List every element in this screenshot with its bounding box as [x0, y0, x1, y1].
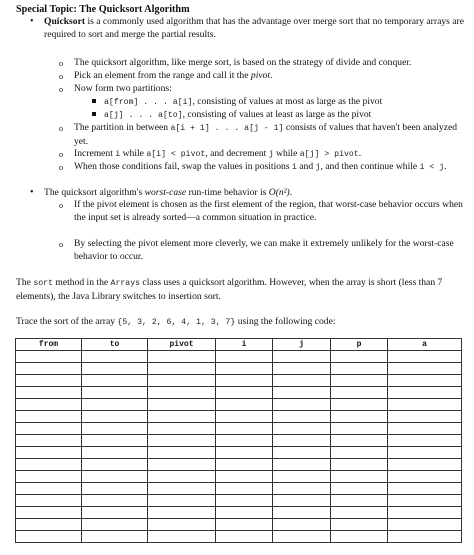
table-cell[interactable] — [331, 351, 388, 363]
var-i: i — [115, 150, 121, 159]
sort-method-code: sort — [33, 279, 53, 288]
table-cell[interactable] — [273, 531, 331, 543]
swap-text: . — [444, 161, 447, 172]
table-row — [16, 447, 462, 459]
decrement-condition: a[j] > pivot — [299, 150, 359, 159]
pivot-term: pivot — [250, 70, 271, 81]
partition-low-code: a[from] . . . a[i] — [104, 98, 193, 107]
trace-text: using the following code: — [235, 316, 336, 327]
partition-high-text: , consisting of values at least as large as the pivot — [182, 109, 372, 120]
intro-text: is a commonly used algorithm that has the advantage over merge sort that no temporary arrays are required to sort and merge the partial results. — [44, 16, 464, 40]
table-row — [16, 387, 462, 399]
table-cell[interactable] — [16, 483, 82, 495]
loop-condition: i < j — [419, 163, 445, 172]
table-cell[interactable] — [331, 387, 388, 399]
table-cell[interactable] — [148, 423, 216, 435]
step-swap — [74, 160, 472, 174]
table-cell[interactable] — [16, 399, 82, 411]
header-j: j — [273, 339, 331, 351]
table-cell[interactable] — [331, 363, 388, 375]
table-cell[interactable] — [388, 399, 462, 411]
table-cell[interactable] — [388, 411, 462, 423]
table-cell[interactable] — [82, 519, 148, 531]
bullet-dot: • — [30, 187, 34, 198]
table-cell[interactable] — [16, 459, 82, 471]
table-cell[interactable] — [16, 531, 82, 543]
worst-case-detail-2: By selecting the pivot element more cleverly, we can make it extremely unlikely for the worst-case behavior to occur. — [74, 238, 454, 262]
table-cell[interactable] — [82, 507, 148, 519]
partition-low — [104, 95, 464, 109]
var-i: i — [291, 163, 297, 172]
table-cell[interactable] — [273, 399, 331, 411]
var-j: j — [315, 163, 321, 172]
step-pick-pivot-text: Pick an element from the range and call it the — [74, 70, 251, 81]
increment-text: . — [358, 148, 362, 159]
table-cell[interactable] — [216, 447, 273, 459]
table-cell[interactable] — [216, 351, 273, 363]
quicksort-term: Quicksort — [44, 16, 86, 27]
table-cell[interactable] — [388, 483, 462, 495]
table-cell[interactable] — [82, 483, 148, 495]
table-row — [16, 411, 462, 423]
step-form-partitions: Now form two partitions: — [74, 83, 172, 94]
middle-partition-code: a[i + 1] . . . a[j - 1] — [170, 124, 284, 133]
table-cell[interactable] — [148, 531, 216, 543]
table-cell[interactable] — [331, 471, 388, 483]
table-cell[interactable] — [82, 363, 148, 375]
table-cell[interactable] — [273, 435, 331, 447]
table-cell[interactable] — [82, 459, 148, 471]
table-cell[interactable] — [148, 351, 216, 363]
table-cell[interactable] — [273, 447, 331, 459]
partition-low-text: , consisting of values at most as large as the pivot — [192, 96, 383, 107]
increment-text: , and decrement — [205, 148, 269, 159]
header-to: to — [82, 339, 148, 351]
table-cell[interactable] — [216, 363, 273, 375]
table-cell[interactable] — [273, 495, 331, 507]
table-cell[interactable] — [148, 375, 216, 387]
table-cell[interactable] — [331, 507, 388, 519]
table-cell[interactable] — [273, 351, 331, 363]
middle-partition-pre: The partition in between — [74, 122, 171, 133]
table-row — [16, 375, 462, 387]
table-cell[interactable] — [273, 387, 331, 399]
table-row — [16, 495, 462, 507]
page-title: Special Topic: The Quicksort Algorithm — [16, 4, 190, 15]
table-cell[interactable] — [216, 375, 273, 387]
table-cell[interactable] — [16, 435, 82, 447]
square-bullet — [92, 99, 96, 103]
increment-condition: a[i] < pivot — [146, 150, 206, 159]
table-cell[interactable] — [82, 387, 148, 399]
worst-case-text: . — [289, 187, 293, 198]
middle-partition-post: consists of values that haven't been analyzed yet. — [74, 122, 458, 147]
table-header-row — [16, 339, 462, 351]
table-cell[interactable] — [148, 519, 216, 531]
swap-text: When those conditions fail, swap the values in positions — [74, 161, 292, 172]
table-cell[interactable] — [388, 507, 462, 519]
arrays-sort-paragraph — [16, 276, 464, 303]
table-cell[interactable] — [82, 435, 148, 447]
arrays-sort-text: method in the — [52, 277, 111, 288]
table-cell[interactable] — [388, 387, 462, 399]
table-cell[interactable] — [16, 495, 82, 507]
table-cell[interactable] — [82, 411, 148, 423]
circle-bullet: o — [59, 163, 63, 172]
table-cell[interactable] — [331, 375, 388, 387]
table-cell[interactable] — [148, 363, 216, 375]
table-cell[interactable] — [82, 495, 148, 507]
circle-bullet: o — [59, 85, 63, 94]
circle-bullet: o — [59, 59, 63, 68]
intro-paragraph — [44, 15, 464, 41]
table-row — [16, 363, 462, 375]
swap-text: and — [296, 161, 316, 172]
table-cell[interactable] — [216, 387, 273, 399]
table-cell[interactable] — [331, 483, 388, 495]
swap-text: , and then continue while — [320, 161, 420, 172]
arrays-class-code: Arrays — [110, 279, 141, 288]
increment-text: Increment — [74, 148, 116, 159]
table-row — [16, 435, 462, 447]
table-cell[interactable] — [148, 411, 216, 423]
table-cell[interactable] — [331, 519, 388, 531]
table-cell[interactable] — [273, 375, 331, 387]
table-cell[interactable] — [388, 363, 462, 375]
table-row — [16, 519, 462, 531]
table-cell[interactable] — [273, 459, 331, 471]
table-cell[interactable] — [388, 447, 462, 459]
table-cell[interactable] — [388, 375, 462, 387]
table-cell[interactable] — [16, 519, 82, 531]
table-cell[interactable] — [216, 495, 273, 507]
table-cell[interactable] — [16, 351, 82, 363]
table-cell[interactable] — [331, 399, 388, 411]
table-cell[interactable] — [16, 423, 82, 435]
table-cell[interactable] — [216, 459, 273, 471]
table-cell[interactable] — [331, 447, 388, 459]
table-cell[interactable] — [148, 435, 216, 447]
table-cell[interactable] — [273, 483, 331, 495]
header-pivot: pivot — [148, 339, 216, 351]
table-cell[interactable] — [16, 387, 82, 399]
table-cell[interactable] — [388, 519, 462, 531]
table-cell[interactable] — [148, 507, 216, 519]
table-row — [16, 507, 462, 519]
partition-high-code: a[j] . . . a[to] — [104, 111, 183, 120]
worst-case-text: run-time behavior is — [186, 187, 269, 198]
table-cell[interactable] — [331, 459, 388, 471]
table-cell[interactable] — [216, 411, 273, 423]
table-cell[interactable] — [331, 411, 388, 423]
table-cell[interactable] — [148, 447, 216, 459]
table-cell[interactable] — [273, 411, 331, 423]
table-cell[interactable] — [16, 471, 82, 483]
worst-case-detail-1: If the pivot element is chosen as the first element of the region, that worst-case behavior occurs when the input set is already sorted—a common situation in practice. — [74, 199, 463, 223]
table-cell[interactable] — [16, 507, 82, 519]
table-cell[interactable] — [216, 471, 273, 483]
header-p: p — [331, 339, 388, 351]
table-cell[interactable] — [82, 531, 148, 543]
step-divide-conquer: The quicksort algorithm, like merge sort, is based on the strategy of divide and conquer. — [74, 57, 412, 68]
table-cell[interactable] — [273, 519, 331, 531]
trace-instruction — [16, 315, 464, 329]
circle-bullet: o — [59, 124, 63, 133]
trace-table-body — [16, 351, 462, 543]
arrays-sort-text: The — [16, 277, 34, 288]
table-cell[interactable] — [388, 351, 462, 363]
trace-array-code: {5, 3, 2, 6, 4, 1, 3, 7} — [117, 318, 236, 327]
table-row — [16, 399, 462, 411]
square-bullet — [92, 112, 96, 116]
table-cell[interactable] — [16, 375, 82, 387]
table-row — [16, 351, 462, 363]
bullet-dot: • — [30, 16, 34, 27]
circle-bullet: o — [59, 72, 63, 81]
arrays-sort-text: class uses a quicksort algorithm. However, when the array is short (less than 7 elements), the Java Library switches to insertion sort. — [16, 277, 443, 302]
table-cell[interactable] — [216, 435, 273, 447]
table-cell[interactable] — [331, 435, 388, 447]
table-cell[interactable] — [388, 459, 462, 471]
table-cell[interactable] — [148, 399, 216, 411]
increment-text: while — [120, 148, 147, 159]
header-from: from — [16, 339, 82, 351]
table-cell[interactable] — [331, 495, 388, 507]
step-pick-pivot-end: . — [270, 70, 273, 81]
table-cell[interactable] — [82, 351, 148, 363]
table-row — [16, 459, 462, 471]
worst-case-text: The quicksort algorithm's — [44, 187, 145, 198]
table-cell[interactable] — [216, 423, 273, 435]
table-cell[interactable] — [216, 507, 273, 519]
table-row — [16, 471, 462, 483]
table-cell[interactable] — [216, 483, 273, 495]
table-row — [16, 483, 462, 495]
table-cell[interactable] — [82, 471, 148, 483]
table-cell[interactable] — [82, 423, 148, 435]
table-cell[interactable] — [148, 483, 216, 495]
worst-case-term: worst-case — [144, 187, 187, 198]
table-cell[interactable] — [148, 471, 216, 483]
table-cell[interactable] — [388, 471, 462, 483]
table-cell[interactable] — [82, 375, 148, 387]
table-cell[interactable] — [273, 363, 331, 375]
table-cell[interactable] — [388, 435, 462, 447]
table-cell[interactable] — [216, 531, 273, 543]
table-cell[interactable] — [16, 447, 82, 459]
table-cell[interactable] — [388, 531, 462, 543]
header-i: i — [216, 339, 273, 351]
trace-text: Trace the sort of the array — [16, 316, 118, 327]
table-cell[interactable] — [148, 495, 216, 507]
big-o-notation: O(n²) — [268, 187, 290, 198]
table-cell[interactable] — [148, 459, 216, 471]
step-middle-partition — [74, 121, 459, 148]
table-cell[interactable] — [16, 363, 82, 375]
table-cell[interactable] — [273, 471, 331, 483]
circle-bullet: o — [59, 240, 63, 249]
table-cell[interactable] — [331, 531, 388, 543]
table-cell[interactable] — [216, 399, 273, 411]
var-j: j — [268, 150, 274, 159]
table-row — [16, 531, 462, 543]
step-pick-pivot — [74, 69, 464, 82]
partition-high — [104, 108, 464, 122]
table-cell[interactable] — [273, 423, 331, 435]
table-cell[interactable] — [82, 399, 148, 411]
table-cell[interactable] — [148, 387, 216, 399]
step-increment — [74, 147, 469, 161]
table-cell[interactable] — [82, 447, 148, 459]
table-cell[interactable] — [16, 411, 82, 423]
increment-text: while — [273, 148, 300, 159]
circle-bullet: o — [59, 201, 63, 210]
table-cell[interactable] — [388, 495, 462, 507]
table-cell[interactable] — [388, 423, 462, 435]
table-cell[interactable] — [216, 519, 273, 531]
table-cell[interactable] — [273, 507, 331, 519]
circle-bullet: o — [59, 150, 63, 159]
table-cell[interactable] — [331, 423, 388, 435]
header-a: a — [388, 339, 462, 351]
trace-table — [15, 338, 462, 543]
table-row — [16, 423, 462, 435]
